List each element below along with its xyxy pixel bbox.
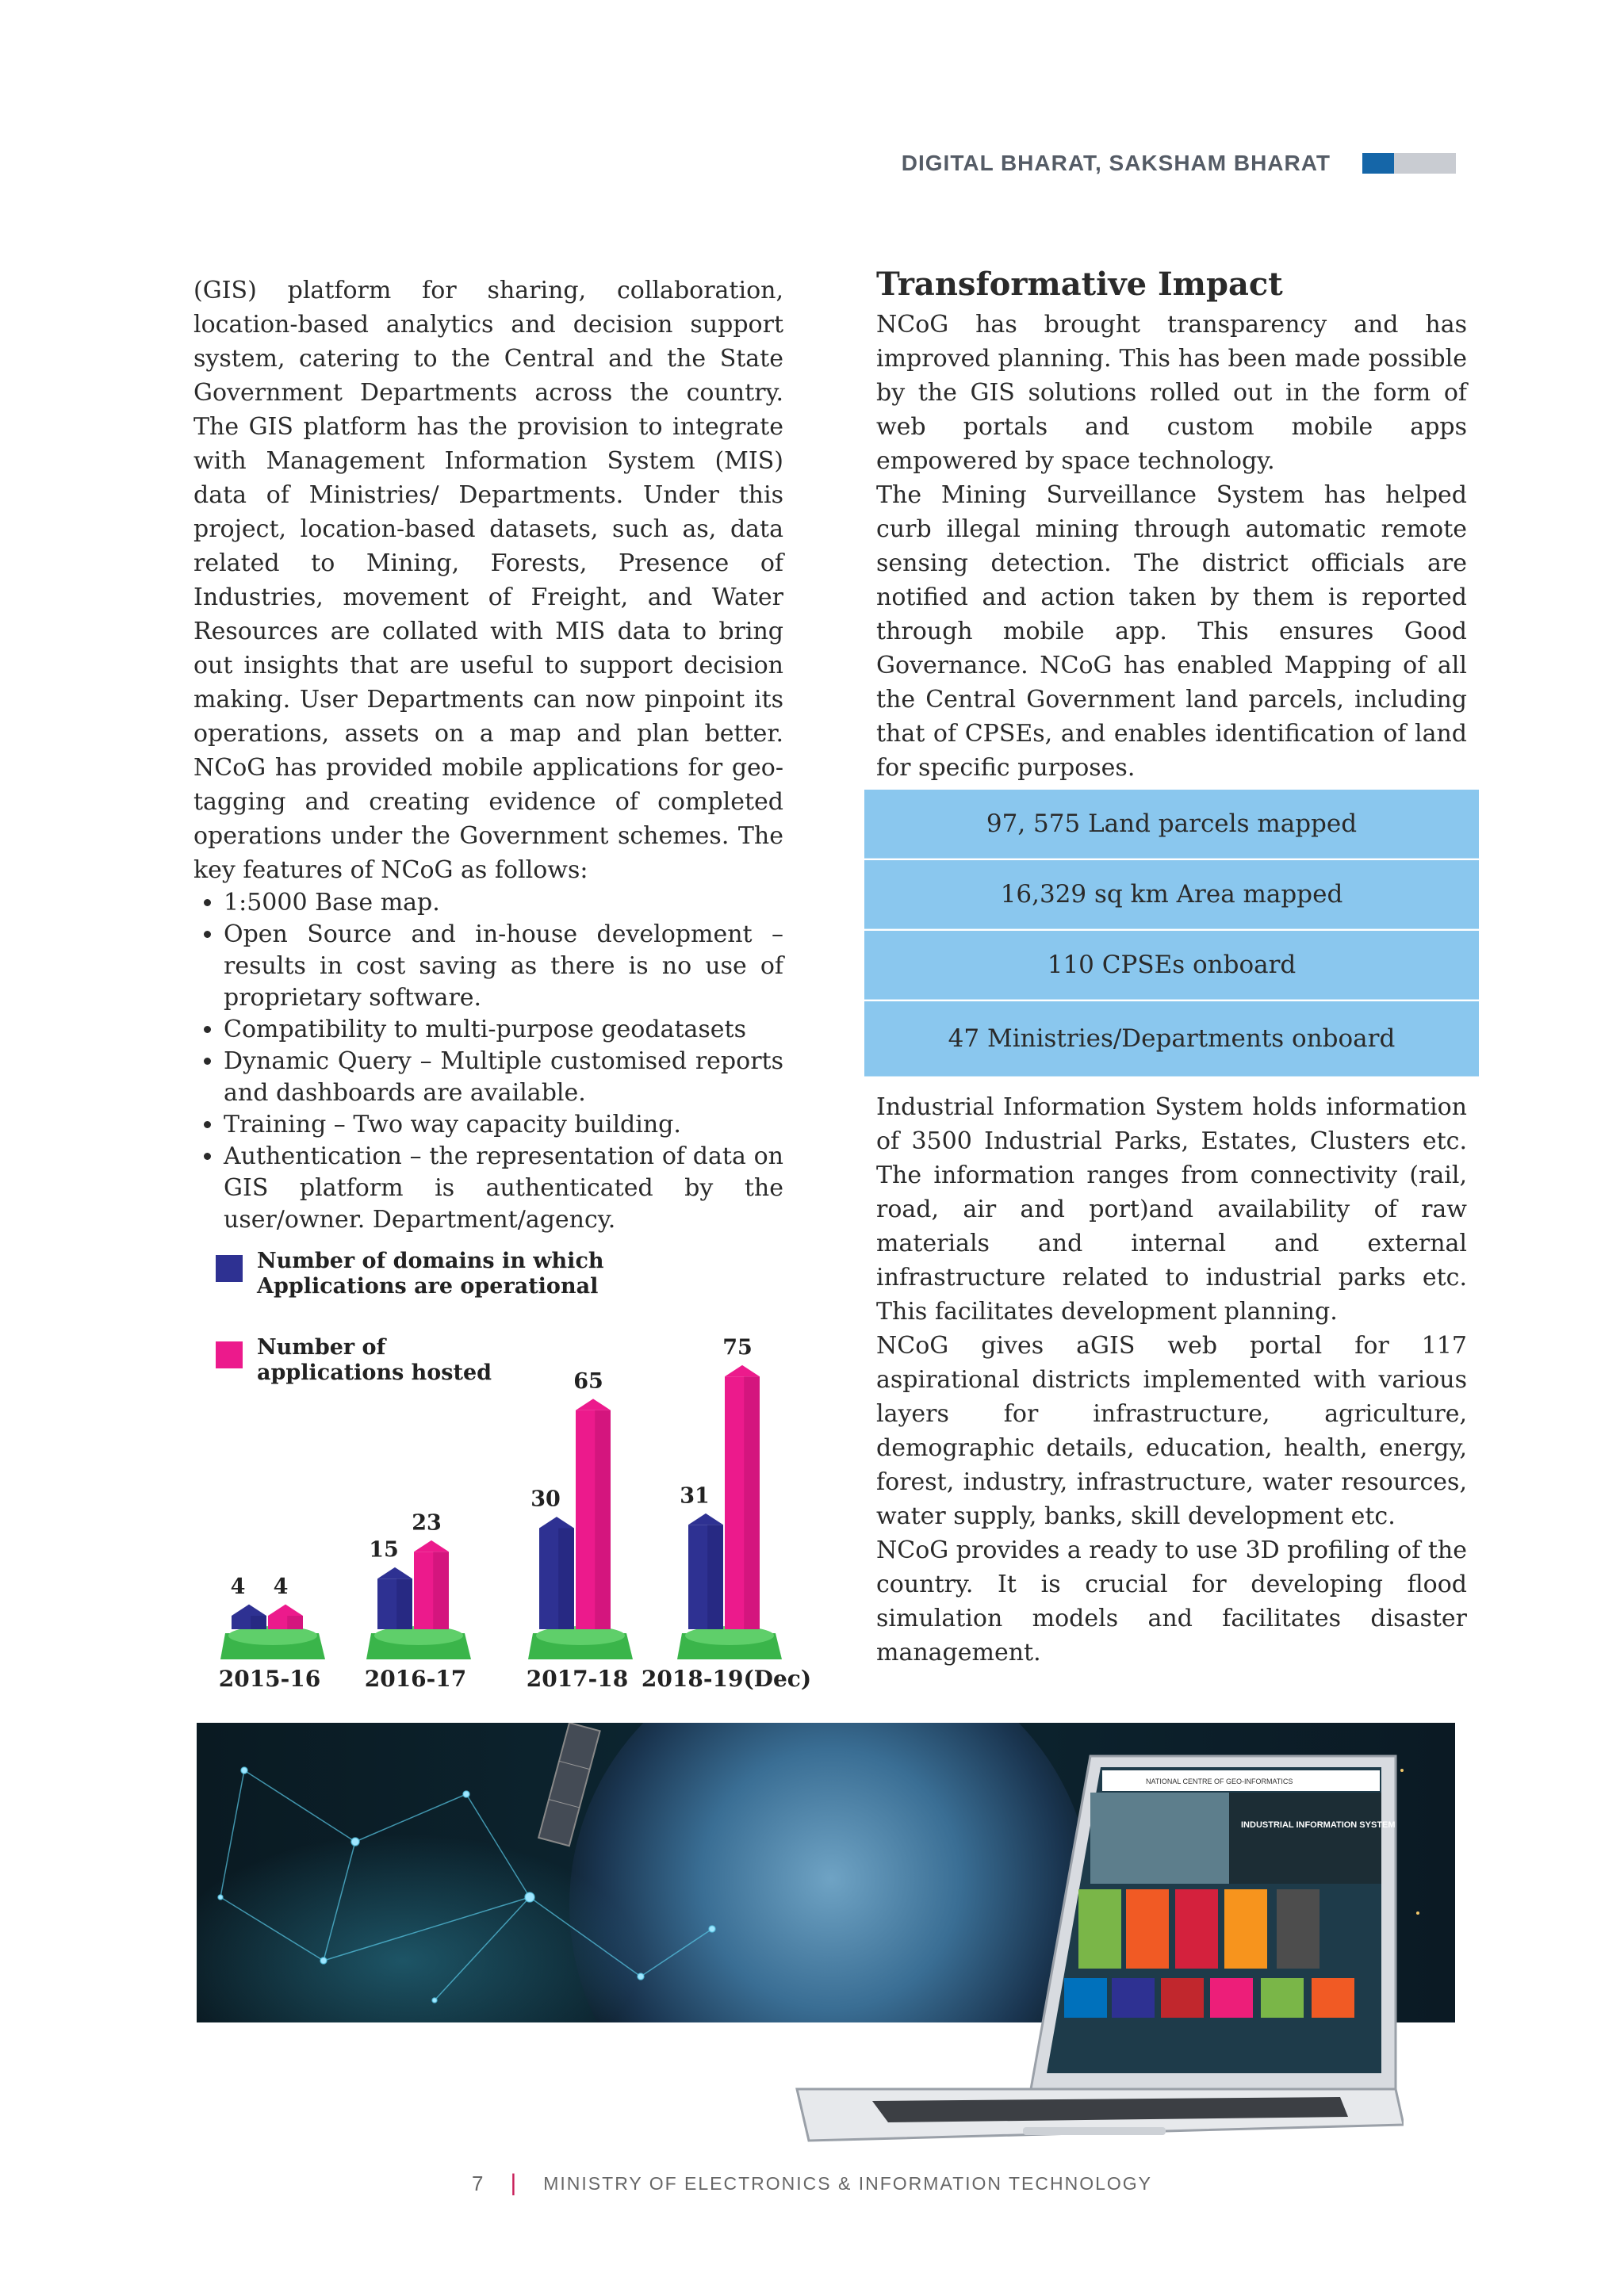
bar-top-cap bbox=[414, 1540, 449, 1552]
feature-item: • Authentication – the representation of data on GIS platform is authenticated by the user/owner. Department/agency. bbox=[224, 1141, 783, 1236]
bar-top-cap bbox=[539, 1517, 574, 1528]
bar-top-cap bbox=[688, 1513, 723, 1525]
feature-item: • Open Source and in-house development – results in cost saving as there is no use of proprietary software. bbox=[224, 919, 783, 1014]
bar-top-cap bbox=[725, 1365, 760, 1376]
page-header bbox=[902, 151, 1456, 176]
bar-top-cap bbox=[268, 1605, 303, 1616]
laptop-tile bbox=[1112, 1978, 1155, 2018]
impact-paragraph-1: NCoG has brought transparency and has improved planning. This has been made possible by the GIS solutions rolled out in the form of web portals and custom mobile apps empowered by space technology. bbox=[876, 311, 1467, 475]
left-column bbox=[193, 274, 783, 1236]
bar-shade bbox=[744, 1376, 760, 1629]
x-tick-label: 2017-18 bbox=[526, 1666, 629, 1692]
bar-value-label: 30 bbox=[530, 1487, 561, 1512]
legend-label-applications: Number of applications hosted bbox=[257, 1335, 492, 1385]
x-tick-label: 2016-17 bbox=[364, 1666, 467, 1692]
bar-shade bbox=[433, 1552, 449, 1629]
section-heading: Transformative Impact bbox=[876, 266, 1283, 303]
feature-item: • Dynamic Query – Multiple customised reports and dashboards are available. bbox=[224, 1046, 783, 1109]
bar-shade bbox=[707, 1525, 723, 1629]
bar-shade bbox=[595, 1410, 611, 1629]
right-column bbox=[876, 266, 1467, 785]
x-tick-label: 2015-16 bbox=[218, 1666, 321, 1692]
laptop-tile bbox=[1064, 1978, 1107, 2018]
page-number: 7 bbox=[471, 2171, 484, 2195]
bar-value-label: 75 bbox=[722, 1335, 753, 1360]
laptop-tile bbox=[1126, 1889, 1169, 1969]
bar-value-label: 15 bbox=[369, 1537, 399, 1563]
stat-row-land-parcels: 97, 575 Land parcels mapped bbox=[864, 790, 1479, 859]
bar-shade bbox=[396, 1578, 412, 1629]
page-footer bbox=[0, 2170, 1624, 2197]
bar-value-label: 65 bbox=[573, 1368, 603, 1394]
stat-row-cpses: 110 CPSEs onboard bbox=[864, 931, 1479, 1000]
legend-label-domains: Number of domains in which Applications are operational bbox=[257, 1249, 604, 1299]
header-title: DIGITAL BHARAT, SAKSHAM BHARAT bbox=[901, 151, 1331, 175]
laptop-tile bbox=[1277, 1889, 1320, 1969]
laptop-site-title: NATIONAL CENTRE OF GEO-INFORMATICS bbox=[1146, 1777, 1293, 1785]
laptop-tile bbox=[1175, 1889, 1218, 1969]
industrial-paragraph: Industrial Information System holds information of 3500 Industrial Parks, Estates, Clusters etc. The information ranges from connectivity (rail, road, air and port)and availability of raw materials and internal and external infrastructure related to industrial parks etc. This facilitates development planning. bbox=[876, 1093, 1467, 1326]
bar-value-label: 4 bbox=[230, 1575, 246, 1599]
profiling-paragraph: NCoG provides a ready to use 3D profiling of the country. It is crucial for developing flood simulation models and facilitates disaster management. bbox=[876, 1536, 1467, 1667]
bar-value-label: 23 bbox=[412, 1510, 442, 1536]
bar-top-cap bbox=[576, 1399, 611, 1410]
header-accent-grey bbox=[1394, 153, 1456, 174]
laptop-tile bbox=[1078, 1889, 1121, 1969]
laptop-page-title: INDUSTRIAL INFORMATION SYSTEM bbox=[1241, 1820, 1396, 1830]
feature-item: • 1:5000 Base map. bbox=[224, 887, 783, 919]
bar-shade bbox=[251, 1616, 266, 1629]
bar-top-cap bbox=[377, 1567, 412, 1578]
stats-table bbox=[864, 790, 1479, 1078]
impact-paragraph-2: The Mining Surveillance System has helped curb illegal mining through automatic remote sensing detection. The district officials are notified and action taken by them is reported through mobile app. This ensures Good Governance. NCoG has enabled Mapping of all the Central Government land parcels, including that of CPSEs, and enables identification of land for specific purposes. bbox=[876, 481, 1467, 782]
stat-row-ministries: 47 Ministries/Departments onboard bbox=[864, 1001, 1479, 1077]
laptop-illustration bbox=[785, 1748, 1404, 2145]
feature-item: • Compatibility to multi-purpose geodatasets bbox=[224, 1014, 783, 1046]
agis-paragraph: NCoG gives aGIS web portal for 117 aspirational districts implemented with various layers for infrastructure, agriculture, demographic details, education, health, energy, forest, industry, infrastructure, water resources, water supply, banks, skill development etc. bbox=[876, 1332, 1467, 1530]
chart-plot bbox=[193, 1237, 828, 1697]
bar-shade bbox=[287, 1616, 303, 1629]
x-tick-label: 2018-19(Dec) bbox=[641, 1666, 812, 1692]
laptop-tile bbox=[1224, 1889, 1267, 1969]
stat-row-area: 16,329 sq km Area mapped bbox=[864, 860, 1479, 929]
bar-value-label: 31 bbox=[680, 1483, 710, 1509]
intro-paragraph: (GIS) platform for sharing, collaboration, location-based analytics and decision support system, catering to the Central and the State Government Departments across the country. The GIS platform has the provision to integrate with Management Information System (MIS) data of Ministries/ Departments. Under this project, location-based datasets, such as, data related to Mining, Forests, Presence of Industries, movement of Freight, and Water Resources are collated with MIS data to bring out insights that are useful to support decision making. User Departments can now pinpoint its operations, assets on a map and plan better. NCoG has provided mobile applications for geo-tagging and creating evidence of completed operations under the Government schemes. The key features of NCoG as follows: bbox=[193, 277, 783, 884]
bar-top-cap bbox=[232, 1605, 266, 1616]
bar-shade bbox=[558, 1529, 574, 1630]
bar-value-label: 4 bbox=[273, 1575, 289, 1599]
laptop-tile bbox=[1161, 1978, 1204, 2018]
feature-item: • Training – Two way capacity building. bbox=[224, 1109, 783, 1141]
footer-ministry: MINISTRY OF ELECTRONICS & INFORMATION TECHNOLOGY bbox=[543, 2172, 1153, 2194]
laptop-tile bbox=[1210, 1978, 1253, 2018]
applications-chart bbox=[193, 1237, 828, 1697]
right-column-lower bbox=[876, 1090, 1467, 1670]
footer-separator: | bbox=[510, 2170, 517, 2196]
laptop-tile bbox=[1312, 1978, 1354, 2018]
feature-list bbox=[193, 887, 783, 1236]
laptop-tile bbox=[1261, 1978, 1304, 2018]
header-accent-blue bbox=[1362, 153, 1394, 174]
